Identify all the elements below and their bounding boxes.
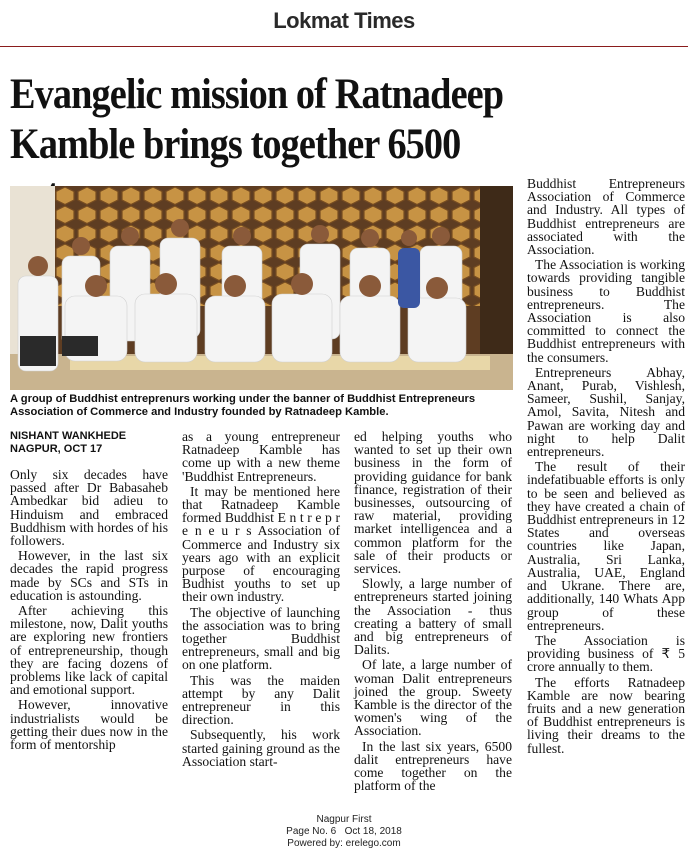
page-footer [0,814,688,850]
paragraph: However, in the last six decades the rapid progress made by SCs and STs in education is astounding. [10,548,168,603]
paragraph: Only six decades have passed after Dr Babasaheb Ambedkar bid adieu to Hinduism and embraced Buddhism with hordes of his followers. [10,467,168,549]
footer-page-date [0,826,688,838]
footer-page: Page No. 6 [286,826,337,837]
paragraph: In the last six years, 6500 dalit entrepreneurs have come together on the platform of the [354,738,512,794]
paragraph: This was the maiden attempt by any Dalit entrepreneur in this direction. [182,672,340,728]
paragraph: Buddhist Entrepreneurs Association of Commerce and Industry. All types of Buddhist entrepreneurs are associated with the Association. [527,176,685,258]
paragraph: The objective of launching the association was to bring together Buddhist entrepreneurs, small and big on one platform. [182,604,340,673]
paragraph: The efforts Ratnadeep Kamble are now bearing fruits and a new generation of Buddhist entrepreneurs is living their dreams to the fullest. [527,674,685,756]
paragraph: However, innovative industrialists would be getting their dues now in the form of mentorship [10,697,168,753]
article-column-2 [182,430,340,770]
footer-powered-by: Powered by: erelego.com [287,838,401,849]
paragraph: as a young entrepreneur Ratnadeep Kamble has come up with a new theme 'Buddhist Entrepreneurs. [182,429,340,484]
paragraph: After achieving this milestone, now, Dalit youths are exploring new frontiers of entrepreneurship, though they are facing dozens of problems like lack of capital and emotional support. [10,603,168,698]
byline-author: NISHANT WANKHEDE [10,430,127,442]
byline-dateline: NAGPUR, OCT 17 [10,443,103,455]
paragraph: ed helping youths who wanted to set up their own business in the form of providing guidance for bank finance, registration of their businesses, outsourcing of raw material, providing market intelligencea and a common platform for the sale of their products or services. [354,429,512,577]
article-column-4 [527,177,685,757]
headline: Evangelic mission of Ratnadeep Kamble brings together 6500 [10,71,504,168]
paragraph: Slowly, a large number of entrepreneurs started joining the Association - thus creating a battery of small and big entrepreneurs of Dalits. [354,576,512,658]
paragraph: Of late, a large number of woman Dalit entrepreneurs joined the group. Sweety Kamble is the director of the women's wing of the Association. [354,657,512,739]
group-photo-icon [10,186,513,390]
paragraph: Subsequently, his work started gaining ground as the Association start- [182,727,340,769]
masthead: Lokmat Times [273,8,415,33]
article-column-1 [10,468,168,753]
paragraph: It may be mentioned here that Ratnadeep Kamble formed Buddhist E n t r e p r e n e u r s Association of Commerce and Industry six years ago with an explicit purpose of encouraging Budhist youths to set up their own industry. [182,483,340,605]
footer-date: Oct 18, 2018 [344,826,402,837]
paragraph: The result of their indefatibuable efforts is only to be seen and believed as they have created a chain of Buddhist entrepreneurs in 12 States and overseas countries like Japan, Australia, Sri Lanka, Australia, UAE, England and Ukrane. There are, additionally, 140 Whats App group of these entrepreneurs. [527,459,685,633]
paragraph: The Association is working towards providing tangible business to Buddhist entrepreneurs. The Association is also committed to connect the Buddhist entrepreneurs with the consumers. [527,257,685,365]
photo-caption: A group of Buddhist entreprenurs working under the banner of Buddhist Entrepreneurs Association of Commerce and Industry founded by Ratnadeep Kamble. [10,393,476,418]
paragraph: The Association is providing business of ₹ 5 crore annually to them. [527,632,685,675]
article-column-3 [354,430,512,794]
masthead-divider [0,46,688,47]
byline [10,430,170,456]
footer-edition: Nagpur First [316,814,372,825]
paragraph: Entrepreneurs Abhay, Anant, Purab, Vishlesh, Sameer, Sushil, Sanjay, Amol, Savita, Nitesh and Pawan are working day and night to help Dalit entrepreneurs. [527,364,685,460]
